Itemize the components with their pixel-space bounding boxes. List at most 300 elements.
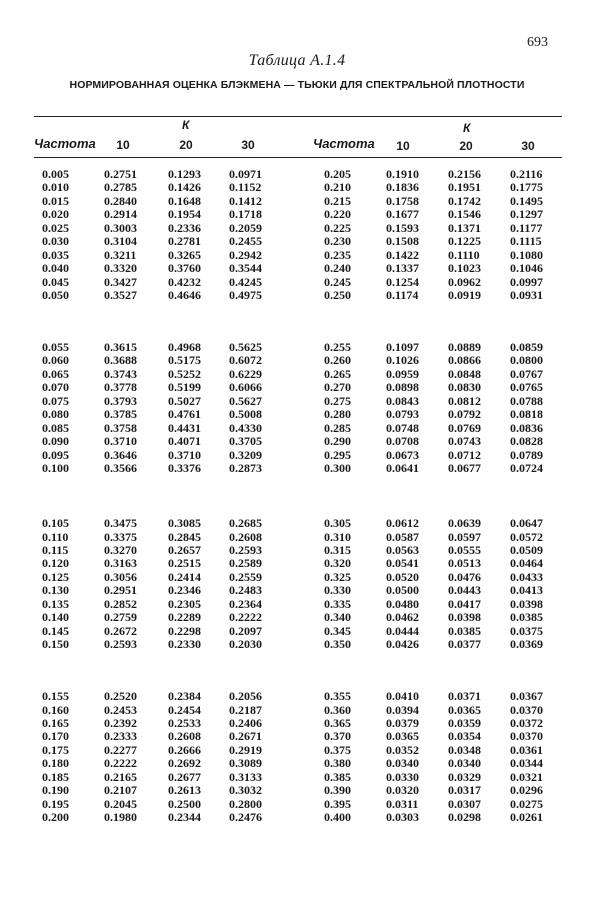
left-k20-cell: 0.4646 bbox=[168, 288, 201, 303]
right-freq-cell: 0.255 bbox=[324, 340, 351, 354]
right-freq-cell: 0.390 bbox=[324, 783, 351, 798]
left-freq-cell: 0.140 bbox=[42, 610, 69, 625]
left-freq-cell: 0.015 bbox=[42, 193, 69, 208]
right-freq-cell: 0.395 bbox=[324, 796, 351, 811]
left-k10-cell: 0.2107 bbox=[104, 783, 137, 798]
left-k10-cell: 0.3375 bbox=[104, 529, 137, 544]
left-k10-cell: 0.2222 bbox=[104, 756, 137, 771]
left-freq-cell: 0.195 bbox=[42, 796, 69, 811]
right-k10-cell: 0.0394 bbox=[386, 702, 419, 717]
left-freq-cell: 0.110 bbox=[42, 529, 69, 544]
left-k10-cell: 0.3475 bbox=[104, 516, 137, 530]
right-freq-cell: 0.245 bbox=[324, 274, 351, 289]
left-k30-cell: 0.4330 bbox=[229, 420, 262, 435]
left-k30-cell: 0.3133 bbox=[229, 769, 262, 784]
right-k20-cell: 0.0398 bbox=[448, 610, 481, 625]
right-freq-cell: 0.215 bbox=[324, 193, 351, 208]
right-freq-cell: 0.240 bbox=[324, 261, 351, 276]
right-k20-cell: 0.0848 bbox=[448, 366, 481, 381]
left-k10-cell: 0.2453 bbox=[104, 702, 137, 717]
right-freq-cell: 0.350 bbox=[324, 637, 351, 651]
right-k20-cell: 0.1225 bbox=[448, 234, 481, 249]
left-k30-cell: 0.2030 bbox=[229, 637, 262, 651]
left-freq-cell: 0.130 bbox=[42, 583, 69, 598]
left-k10-cell: 0.3527 bbox=[104, 288, 137, 303]
right-freq-cell: 0.315 bbox=[324, 542, 351, 557]
right-freq-cell: 0.325 bbox=[324, 569, 351, 584]
left-freq-cell: 0.075 bbox=[42, 393, 69, 408]
right-k20-cell: 0.0417 bbox=[448, 596, 481, 611]
right-k30-cell: 0.0724 bbox=[510, 461, 543, 476]
right-k10-cell: 0.1593 bbox=[386, 220, 419, 235]
left-k30-cell: 0.2483 bbox=[229, 583, 262, 598]
left-k20-cell: 0.2657 bbox=[168, 542, 201, 557]
left-k30-cell: 0.2059 bbox=[229, 220, 262, 235]
right-freq-cell: 0.380 bbox=[324, 756, 351, 771]
right-k-label: К bbox=[463, 121, 471, 135]
left-k20-cell: 0.2289 bbox=[168, 610, 201, 625]
left-k10-cell: 0.3427 bbox=[104, 274, 137, 289]
right-k30-cell: 0.0370 bbox=[510, 729, 543, 744]
right-k20-cell: 0.0365 bbox=[448, 702, 481, 717]
left-k10-cell: 0.3793 bbox=[104, 393, 137, 408]
right-k30-cell: 0.0464 bbox=[510, 556, 543, 571]
right-k20-cell: 0.0712 bbox=[448, 447, 481, 462]
right-k10-cell: 0.0843 bbox=[386, 393, 419, 408]
left-k10-cell: 0.3104 bbox=[104, 234, 137, 249]
left-k10-cell: 0.2840 bbox=[104, 193, 137, 208]
right-k30-cell: 0.2116 bbox=[510, 167, 543, 181]
left-freq-cell: 0.030 bbox=[42, 234, 69, 249]
right-k10-cell: 0.0612 bbox=[386, 516, 419, 530]
left-freq-cell: 0.155 bbox=[42, 689, 69, 703]
left-k20-cell: 0.3265 bbox=[168, 247, 201, 262]
left-k20-cell: 0.1648 bbox=[168, 193, 201, 208]
right-k20-cell: 0.0919 bbox=[448, 288, 481, 303]
left-k10-cell: 0.3743 bbox=[104, 366, 137, 381]
right-freq-cell: 0.260 bbox=[324, 353, 351, 368]
left-k30-cell: 0.3705 bbox=[229, 434, 262, 449]
left-k10-cell: 0.2914 bbox=[104, 207, 137, 222]
left-k20-cell: 0.2414 bbox=[168, 569, 201, 584]
right-freq-cell: 0.310 bbox=[324, 529, 351, 544]
right-k30-cell: 0.0818 bbox=[510, 407, 543, 422]
left-freq-cell: 0.180 bbox=[42, 756, 69, 771]
left-k10-cell: 0.1980 bbox=[104, 810, 137, 824]
left-freq-cell: 0.095 bbox=[42, 447, 69, 462]
left-k20-cell: 0.2500 bbox=[168, 796, 201, 811]
right-k10-cell: 0.1758 bbox=[386, 193, 419, 208]
left-k30-cell: 0.3209 bbox=[229, 447, 262, 462]
right-k10-cell: 0.1910 bbox=[386, 167, 419, 181]
right-k20-cell: 0.0359 bbox=[448, 715, 481, 730]
left-freq-cell: 0.060 bbox=[42, 353, 69, 368]
right-k10-cell: 0.1254 bbox=[386, 274, 419, 289]
left-k20-cell: 0.5027 bbox=[168, 393, 201, 408]
left-k10-cell: 0.3056 bbox=[104, 569, 137, 584]
right-k20-cell: 0.0348 bbox=[448, 742, 481, 757]
right-k30-cell: 0.0572 bbox=[510, 529, 543, 544]
left-k30-cell: 0.2919 bbox=[229, 742, 262, 757]
right-k10-cell: 0.0303 bbox=[386, 810, 419, 824]
left-freq-cell: 0.040 bbox=[42, 261, 69, 276]
right-k20-cell: 0.0298 bbox=[448, 810, 481, 824]
left-k10-cell: 0.2951 bbox=[104, 583, 137, 598]
right-k10-cell: 0.0320 bbox=[386, 783, 419, 798]
left-k30-cell: 0.6229 bbox=[229, 366, 262, 381]
right-k20-cell: 0.0385 bbox=[448, 623, 481, 638]
right-k30-cell: 0.0370 bbox=[510, 702, 543, 717]
right-k30-cell: 0.0433 bbox=[510, 569, 543, 584]
right-k20-cell: 0.0639 bbox=[448, 516, 481, 530]
right-k30-cell: 0.0789 bbox=[510, 447, 543, 462]
left-freq-cell: 0.025 bbox=[42, 220, 69, 235]
right-freq-cell: 0.305 bbox=[324, 516, 351, 530]
right-freq-cell: 0.265 bbox=[324, 366, 351, 381]
left-k20-cell: 0.2515 bbox=[168, 556, 201, 571]
right-freq-cell: 0.345 bbox=[324, 623, 351, 638]
right-k20-header: 20 bbox=[459, 139, 473, 153]
right-k30-cell: 0.0361 bbox=[510, 742, 543, 757]
left-k30-cell: 0.2056 bbox=[229, 689, 262, 703]
left-k30-cell: 0.2800 bbox=[229, 796, 262, 811]
right-k30-cell: 0.1177 bbox=[510, 220, 543, 235]
left-k30-cell: 0.4245 bbox=[229, 274, 262, 289]
left-k30-cell: 0.2873 bbox=[229, 461, 262, 476]
left-k20-cell: 0.2533 bbox=[168, 715, 201, 730]
right-k30-cell: 0.1080 bbox=[510, 247, 543, 262]
left-freq-cell: 0.080 bbox=[42, 407, 69, 422]
left-k20-cell: 0.5252 bbox=[168, 366, 201, 381]
left-k30-cell: 0.6066 bbox=[229, 380, 262, 395]
right-k10-cell: 0.0480 bbox=[386, 596, 419, 611]
right-k10-cell: 0.0959 bbox=[386, 366, 419, 381]
right-k10-cell: 0.0410 bbox=[386, 689, 419, 703]
right-k20-cell: 0.0792 bbox=[448, 407, 481, 422]
left-k10-cell: 0.2852 bbox=[104, 596, 137, 611]
right-k10-cell: 0.0444 bbox=[386, 623, 419, 638]
left-freq-cell: 0.100 bbox=[42, 461, 69, 476]
left-k20-cell: 0.2298 bbox=[168, 623, 201, 638]
left-k20-cell: 0.1426 bbox=[168, 180, 201, 195]
right-k20-cell: 0.0377 bbox=[448, 637, 481, 651]
right-k20-cell: 0.1951 bbox=[448, 180, 481, 195]
right-k20-cell: 0.2156 bbox=[448, 167, 481, 181]
left-k20-cell: 0.2454 bbox=[168, 702, 201, 717]
right-k30-cell: 0.0398 bbox=[510, 596, 543, 611]
right-freq-cell: 0.365 bbox=[324, 715, 351, 730]
right-k10-cell: 0.0541 bbox=[386, 556, 419, 571]
left-k30-cell: 0.1412 bbox=[229, 193, 262, 208]
right-k10-cell: 0.0641 bbox=[386, 461, 419, 476]
left-k10-cell: 0.3163 bbox=[104, 556, 137, 571]
right-freq-cell: 0.375 bbox=[324, 742, 351, 757]
right-k10-header: 10 bbox=[396, 139, 410, 153]
left-k20-cell: 0.2845 bbox=[168, 529, 201, 544]
right-freq-cell: 0.210 bbox=[324, 180, 351, 195]
left-k10-cell: 0.2785 bbox=[104, 180, 137, 195]
right-k10-cell: 0.0311 bbox=[386, 796, 419, 811]
left-k10-cell: 0.2751 bbox=[104, 167, 137, 181]
right-freq-cell: 0.370 bbox=[324, 729, 351, 744]
right-k10-cell: 0.1422 bbox=[386, 247, 419, 262]
right-k30-cell: 0.1115 bbox=[510, 234, 542, 249]
table-subtitle: НОРМИРОВАННАЯ ОЦЕНКА БЛЭКМЕНА — ТЬЮКИ ДЛЯ СПЕКТРАЛЬНОЙ ПЛОТНОСТИ bbox=[69, 79, 525, 91]
right-k10-cell: 0.0426 bbox=[386, 637, 419, 651]
right-k10-cell: 0.0379 bbox=[386, 715, 419, 730]
left-freq-cell: 0.120 bbox=[42, 556, 69, 571]
left-k30-cell: 0.5625 bbox=[229, 340, 262, 354]
left-k20-cell: 0.4431 bbox=[168, 420, 201, 435]
left-k20-cell: 0.2781 bbox=[168, 234, 201, 249]
left-k10-cell: 0.3566 bbox=[104, 461, 137, 476]
left-k30-cell: 0.2589 bbox=[229, 556, 262, 571]
right-k20-cell: 0.1546 bbox=[448, 207, 481, 222]
right-k20-cell: 0.1742 bbox=[448, 193, 481, 208]
right-freq-cell: 0.270 bbox=[324, 380, 351, 395]
left-k20-cell: 0.2384 bbox=[168, 689, 201, 703]
right-k30-cell: 0.0413 bbox=[510, 583, 543, 598]
right-freq-cell: 0.355 bbox=[324, 689, 351, 703]
right-k20-cell: 0.0597 bbox=[448, 529, 481, 544]
left-k-label: К bbox=[182, 118, 190, 132]
left-k10-cell: 0.2045 bbox=[104, 796, 137, 811]
left-k20-cell: 0.3376 bbox=[168, 461, 201, 476]
right-k20-cell: 0.0476 bbox=[448, 569, 481, 584]
left-freq-cell: 0.055 bbox=[42, 340, 69, 354]
right-k10-cell: 0.0563 bbox=[386, 542, 419, 557]
right-k20-cell: 0.0743 bbox=[448, 434, 481, 449]
left-k20-cell: 0.5175 bbox=[168, 353, 201, 368]
right-k30-cell: 0.0800 bbox=[510, 353, 543, 368]
left-freq-cell: 0.170 bbox=[42, 729, 69, 744]
left-k30-cell: 0.2671 bbox=[229, 729, 262, 744]
left-k10-cell: 0.3211 bbox=[104, 247, 137, 262]
right-k20-cell: 0.0866 bbox=[448, 353, 481, 368]
left-k10-cell: 0.2759 bbox=[104, 610, 137, 625]
right-freq-cell: 0.225 bbox=[324, 220, 351, 235]
right-k30-cell: 0.0275 bbox=[510, 796, 543, 811]
left-k30-cell: 0.2685 bbox=[229, 516, 262, 530]
right-k10-cell: 0.1337 bbox=[386, 261, 419, 276]
right-k30-cell: 0.0828 bbox=[510, 434, 543, 449]
left-freq-cell: 0.175 bbox=[42, 742, 69, 757]
left-k10-cell: 0.2392 bbox=[104, 715, 137, 730]
right-k30-cell: 0.0372 bbox=[510, 715, 543, 730]
right-k10-cell: 0.0500 bbox=[386, 583, 419, 598]
right-k20-cell: 0.0371 bbox=[448, 689, 481, 703]
left-freq-cell: 0.005 bbox=[42, 167, 69, 181]
left-k20-cell: 0.1954 bbox=[168, 207, 201, 222]
right-k30-cell: 0.1297 bbox=[510, 207, 543, 222]
left-freq-cell: 0.035 bbox=[42, 247, 69, 262]
right-k20-cell: 0.0812 bbox=[448, 393, 481, 408]
right-k20-cell: 0.0962 bbox=[448, 274, 481, 289]
right-k30-cell: 0.0997 bbox=[510, 274, 543, 289]
left-k20-cell: 0.2346 bbox=[168, 583, 201, 598]
right-k10-cell: 0.1097 bbox=[386, 340, 419, 354]
right-k20-cell: 0.0555 bbox=[448, 542, 481, 557]
right-k20-cell: 0.0307 bbox=[448, 796, 481, 811]
right-k10-cell: 0.0340 bbox=[386, 756, 419, 771]
left-k30-cell: 0.2187 bbox=[229, 702, 262, 717]
table-title: Таблица А.1.4 bbox=[248, 52, 346, 69]
right-k20-cell: 0.0769 bbox=[448, 420, 481, 435]
left-freq-cell: 0.020 bbox=[42, 207, 69, 222]
right-k30-cell: 0.0375 bbox=[510, 623, 543, 638]
right-k20-cell: 0.0830 bbox=[448, 380, 481, 395]
left-k30-cell: 0.2097 bbox=[229, 623, 262, 638]
left-k30-cell: 0.3089 bbox=[229, 756, 262, 771]
right-k10-cell: 0.1508 bbox=[386, 234, 419, 249]
left-k20-cell: 0.2344 bbox=[168, 810, 201, 824]
page-number: 693 bbox=[527, 35, 548, 50]
right-k30-cell: 0.0765 bbox=[510, 380, 543, 395]
header-bottom-rule bbox=[34, 157, 562, 158]
left-k30-cell: 0.3544 bbox=[229, 261, 262, 276]
right-k10-cell: 0.1174 bbox=[386, 288, 419, 303]
left-freq-cell: 0.070 bbox=[42, 380, 69, 395]
right-k10-cell: 0.0898 bbox=[386, 380, 419, 395]
right-k10-cell: 0.1836 bbox=[386, 180, 419, 195]
left-k30-cell: 0.2608 bbox=[229, 529, 262, 544]
right-freq-cell: 0.385 bbox=[324, 769, 351, 784]
left-k10-cell: 0.2520 bbox=[104, 689, 137, 703]
header-top-rule bbox=[34, 116, 562, 117]
left-k10-cell: 0.2165 bbox=[104, 769, 137, 784]
left-k30-cell: 0.2455 bbox=[229, 234, 262, 249]
left-k30-cell: 0.1718 bbox=[229, 207, 262, 222]
right-freq-cell: 0.290 bbox=[324, 434, 351, 449]
right-k30-cell: 0.0367 bbox=[510, 689, 543, 703]
right-freq-cell: 0.300 bbox=[324, 461, 351, 476]
right-k30-cell: 0.0859 bbox=[510, 340, 543, 354]
left-k20-cell: 0.2305 bbox=[168, 596, 201, 611]
right-k10-cell: 0.0520 bbox=[386, 569, 419, 584]
right-k30-cell: 0.0385 bbox=[510, 610, 543, 625]
left-k30-cell: 0.0971 bbox=[229, 167, 262, 181]
left-k10-cell: 0.2333 bbox=[104, 729, 137, 744]
right-freq-cell: 0.280 bbox=[324, 407, 351, 422]
left-k20-cell: 0.4071 bbox=[168, 434, 201, 449]
right-freq-cell: 0.400 bbox=[324, 810, 351, 824]
left-k20-cell: 0.4232 bbox=[168, 274, 201, 289]
right-k10-cell: 0.0352 bbox=[386, 742, 419, 757]
left-k30-cell: 0.2559 bbox=[229, 569, 262, 584]
right-freq-cell: 0.320 bbox=[324, 556, 351, 571]
left-k30-cell: 0.2476 bbox=[229, 810, 262, 824]
right-freq-cell: 0.360 bbox=[324, 702, 351, 717]
left-k10-header: 10 bbox=[116, 138, 130, 152]
left-k20-header: 20 bbox=[179, 138, 193, 152]
right-k10-cell: 0.0673 bbox=[386, 447, 419, 462]
right-freq-cell: 0.230 bbox=[324, 234, 351, 249]
left-k10-cell: 0.2277 bbox=[104, 742, 137, 757]
right-k20-cell: 0.1110 bbox=[448, 247, 480, 262]
right-k30-cell: 0.0788 bbox=[510, 393, 543, 408]
left-freq-cell: 0.050 bbox=[42, 288, 69, 303]
left-k30-cell: 0.2406 bbox=[229, 715, 262, 730]
right-k20-cell: 0.0677 bbox=[448, 461, 481, 476]
left-k30-cell: 0.2593 bbox=[229, 542, 262, 557]
left-k20-cell: 0.2330 bbox=[168, 637, 201, 651]
right-k20-cell: 0.0317 bbox=[448, 783, 481, 798]
left-k10-cell: 0.3778 bbox=[104, 380, 137, 395]
left-k20-cell: 0.2692 bbox=[168, 756, 201, 771]
left-k10-cell: 0.3785 bbox=[104, 407, 137, 422]
right-k30-cell: 0.0344 bbox=[510, 756, 543, 771]
right-k30-cell: 0.0767 bbox=[510, 366, 543, 381]
right-k30-cell: 0.1775 bbox=[510, 180, 543, 195]
right-k20-cell: 0.1023 bbox=[448, 261, 481, 276]
left-k30-cell: 0.5627 bbox=[229, 393, 262, 408]
left-k10-cell: 0.3003 bbox=[104, 220, 137, 235]
left-k20-cell: 0.2608 bbox=[168, 729, 201, 744]
right-freq-cell: 0.275 bbox=[324, 393, 351, 408]
left-k10-cell: 0.2593 bbox=[104, 637, 137, 651]
right-k10-cell: 0.1026 bbox=[386, 353, 419, 368]
left-k10-cell: 0.3615 bbox=[104, 340, 137, 354]
left-k20-cell: 0.2336 bbox=[168, 220, 201, 235]
right-k30-cell: 0.0509 bbox=[510, 542, 543, 557]
left-freq-header: Частота bbox=[34, 136, 96, 151]
right-k30-cell: 0.0321 bbox=[510, 769, 543, 784]
left-freq-cell: 0.160 bbox=[42, 702, 69, 717]
left-k10-cell: 0.3758 bbox=[104, 420, 137, 435]
right-k10-cell: 0.0748 bbox=[386, 420, 419, 435]
left-k20-cell: 0.3760 bbox=[168, 261, 201, 276]
right-k10-cell: 0.1677 bbox=[386, 207, 419, 222]
right-k30-header: 30 bbox=[521, 139, 535, 153]
left-k20-cell: 0.1293 bbox=[168, 167, 201, 181]
left-k30-cell: 0.3032 bbox=[229, 783, 262, 798]
right-freq-header: Частота bbox=[313, 136, 375, 151]
left-freq-cell: 0.105 bbox=[42, 516, 69, 530]
left-freq-cell: 0.010 bbox=[42, 180, 69, 195]
left-k10-cell: 0.3320 bbox=[104, 261, 137, 276]
right-k20-cell: 0.0889 bbox=[448, 340, 481, 354]
left-freq-cell: 0.200 bbox=[42, 810, 69, 824]
left-k30-cell: 0.2222 bbox=[229, 610, 262, 625]
right-k20-cell: 0.0354 bbox=[448, 729, 481, 744]
left-k30-header: 30 bbox=[241, 138, 255, 152]
left-freq-cell: 0.045 bbox=[42, 274, 69, 289]
left-freq-cell: 0.085 bbox=[42, 420, 69, 435]
left-k10-cell: 0.3646 bbox=[104, 447, 137, 462]
left-freq-cell: 0.115 bbox=[42, 542, 69, 557]
left-k10-cell: 0.2672 bbox=[104, 623, 137, 638]
right-freq-cell: 0.330 bbox=[324, 583, 351, 598]
right-k10-cell: 0.0330 bbox=[386, 769, 419, 784]
left-k20-cell: 0.3710 bbox=[168, 447, 201, 462]
right-k10-cell: 0.0708 bbox=[386, 434, 419, 449]
left-k20-cell: 0.2677 bbox=[168, 769, 201, 784]
left-freq-cell: 0.165 bbox=[42, 715, 69, 730]
left-freq-cell: 0.190 bbox=[42, 783, 69, 798]
right-k10-cell: 0.0365 bbox=[386, 729, 419, 744]
left-freq-cell: 0.185 bbox=[42, 769, 69, 784]
right-freq-cell: 0.335 bbox=[324, 596, 351, 611]
left-freq-cell: 0.090 bbox=[42, 434, 69, 449]
left-k10-cell: 0.3710 bbox=[104, 434, 137, 449]
left-k20-cell: 0.2613 bbox=[168, 783, 201, 798]
left-k20-cell: 0.2666 bbox=[168, 742, 201, 757]
left-freq-cell: 0.125 bbox=[42, 569, 69, 584]
left-k30-cell: 0.5008 bbox=[229, 407, 262, 422]
right-freq-cell: 0.340 bbox=[324, 610, 351, 625]
right-k20-cell: 0.0513 bbox=[448, 556, 481, 571]
left-freq-cell: 0.145 bbox=[42, 623, 69, 638]
